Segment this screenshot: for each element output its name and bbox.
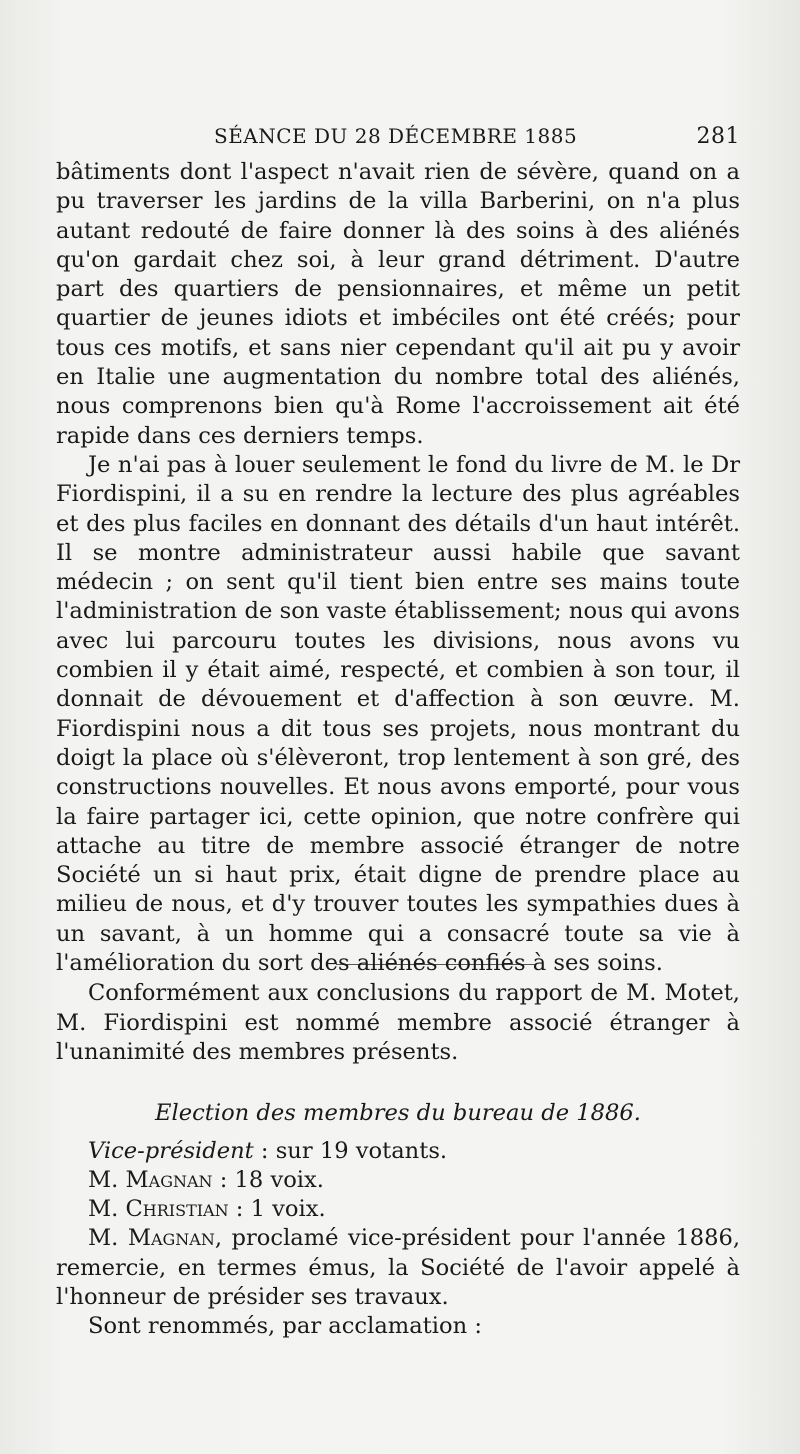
christian-name: Christian [125,1196,229,1223]
header-title: SÉANCE DU 28 DÉCEMBRE 1885 [214,124,578,148]
paragraph-conclusion: Conformément aux conclusions du rapport de M. Motet, M. Fiordispini est nommé membre associé étranger à l'unanimité des membres présents. [56,980,740,1065]
page-number: 281 [696,124,740,149]
renommes-line: Sont renommés, par acclamation : [88,1313,482,1340]
proclaimed-name: Magnan [127,1225,215,1252]
magnan-votes-line: M. Magnan : 18 voix. [88,1166,324,1193]
vice-president-line [56,1137,740,1166]
proclamation-text: , proclamé vice-président pour l'année 1886, remercie, en termes émus, la Société de l'avoir appelé à l'honneur de présider ses travaux. [56,1225,740,1310]
magnan-votes: : 18 voix. [212,1166,324,1193]
paragraph-fiordispini-praise: Je n'ai pas à louer seulement le fond du livre de M. le Dr Fiordispini, il a su en rendre la lecture des plus agréables et des plus faciles en donnant des détails d'un haut intérêt. Il se montre administrateur aussi habile que savant médecin ; on sent qu'il tient bien entre ses mains toute l'administration de son vaste établissement; nous qui avons avec lui parcouru toutes les divisions, nous avons vu combien il y était aimé, respecté, et combien à son tour, il donnait de dévouement et d'affection à son œuvre. M. Fiordispini nous a dit tous ses projets, nous montrant du doigt la place où s'élèveront, trop lentement à son gré, des constructions nouvelles. Et nous avons emporté, pour vous la faire partager ici, cette opinion, que notre confrère qui attache au titre de membre associé étranger de notre Société un si haut prix, était digne de prendre place au milieu de nous, et d'y trouver toutes les sympathies dues à un savant, à un homme qui a consacré toute sa vie à l'amélioration du sort des aliénés confiés à ses soins. [56,451,740,977]
page-body [56,158,740,1342]
magnan-name: Magnan [125,1166,213,1193]
christian-votes-line: M. Christian : 1 voix. [88,1196,326,1223]
proclamation-paragraph: M. Magnan, proclamé vice-président pour l'année 1886, remercie, en termes émus, la Société de l'avoir appelé à l'honneur de présider ses travaux. [56,1225,740,1310]
vice-president-label: Vice-président [88,1137,254,1164]
vice-president-result: : sur 19 votants. [253,1137,448,1164]
christian-votes: : 1 voix. [228,1196,326,1223]
paragraph-rome-report: bâtiments dont l'aspect n'avait rien de sévère, quand on a pu traverser les jardins de la villa Barberini, on n'a plus autant redouté de faire donner là des soins à des aliénés qu'on gardait chez soi, à leur grand détriment. D'autre part des quartiers de pensionnaires, et même un petit quartier de jeunes idiots et imbéciles ont été créés; pour tous ces motifs, et sans nier cependant qu'il ait pu y avoir en Italie une augmentation du nombre total des aliénés, nous comprenons bien qu'à Rome l'accroissement ait été rapide dans ces derniers temps. [56,159,740,449]
running-header [60,124,740,156]
election-heading: Election des membres du bureau de 1886. [155,1100,641,1127]
